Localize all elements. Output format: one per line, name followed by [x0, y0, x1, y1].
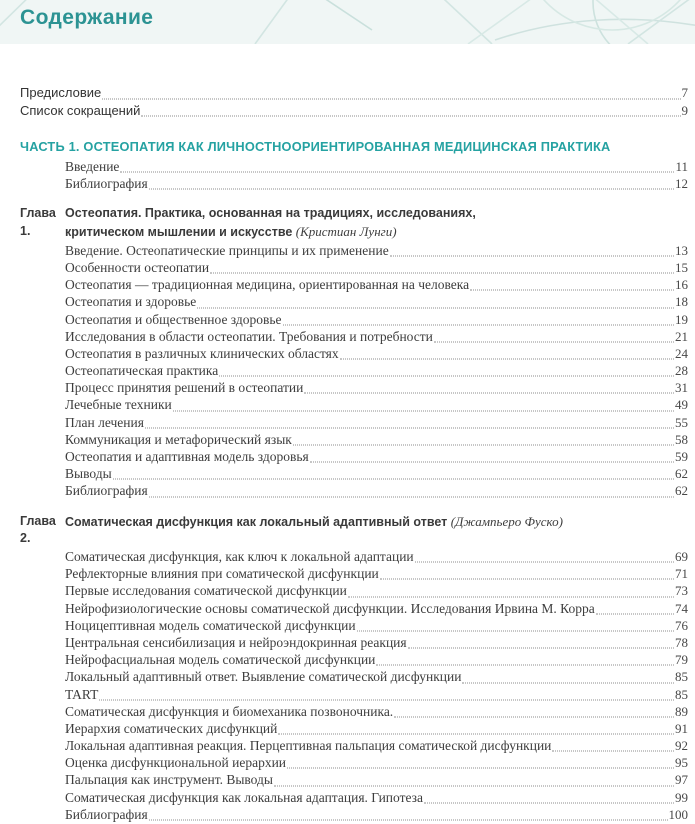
toc-entry-label: Библиография — [65, 176, 148, 192]
dot-leader — [145, 427, 674, 428]
toc-entry-label: Остеопатия и адаптивная модель здоровья — [65, 449, 309, 465]
toc-entry-page: 92 — [675, 738, 688, 754]
toc-entry-label: Библиография — [65, 806, 148, 822]
toc-entry[interactable] — [65, 432, 688, 449]
dot-leader — [113, 479, 674, 480]
dot-leader — [219, 376, 674, 377]
toc-entry[interactable] — [65, 380, 688, 397]
dot-leader — [149, 496, 674, 497]
toc-entry-label: Нейрофасциальная модель соматической дисфункции — [65, 652, 376, 668]
toc-entry-page: 58 — [675, 431, 688, 447]
toc-entry[interactable] — [65, 176, 688, 193]
toc-entry[interactable] — [65, 721, 688, 738]
header-band — [0, 0, 695, 44]
toc-entry-label: Соматическая дисфункция, как ключ к локальной адаптации — [65, 549, 414, 564]
toc-entry-label: Коммуникация и метафорический язык — [65, 431, 292, 447]
toc-entry[interactable] — [65, 652, 688, 669]
toc-entry-page: 99 — [675, 789, 688, 805]
toc-entry-label: Лечебные техники — [65, 397, 172, 413]
dot-leader — [149, 189, 674, 190]
chapter-1-number: Глава 1. — [20, 206, 56, 238]
dot-leader — [380, 579, 674, 580]
toc-entry[interactable] — [65, 669, 688, 686]
toc-entry[interactable] — [65, 294, 688, 311]
toc-entry[interactable] — [65, 483, 688, 500]
toc-entry[interactable] — [65, 329, 688, 346]
chapter-1-title-line2: критическом мышлении и искусстве (Кристиан Лунги) — [65, 223, 397, 239]
toc-entry-label: Соматическая дисфункция и биомеханика позвоночника. — [65, 703, 394, 719]
toc-entry-page: 73 — [675, 583, 688, 599]
toc-entry-page: 78 — [675, 634, 688, 650]
part-1-entry-list — [65, 159, 688, 193]
toc-entry[interactable] — [65, 704, 688, 721]
chapter-1-title-line1: Остеопатия. Практика, основанная на традициях, исследованиях, — [65, 206, 476, 221]
dot-leader — [102, 98, 680, 99]
toc-entry-page: 28 — [675, 363, 688, 379]
page-title: Содержание — [20, 6, 154, 29]
toc-entry[interactable] — [65, 549, 688, 566]
toc-entry-page: 15 — [675, 259, 688, 275]
chapter-2-title: Соматическая дисфункция как локальный адаптивный ответ (Джампьеро Фуско) — [65, 513, 563, 529]
toc-entry-page: 31 — [675, 380, 688, 396]
dot-leader — [287, 768, 674, 769]
toc-entry-page: 49 — [675, 397, 688, 413]
chapter-2-entry-list — [65, 549, 688, 824]
toc-entry-label: План лечения — [65, 414, 144, 430]
toc-entry[interactable] — [65, 312, 688, 329]
toc-entry-label: Локальная адаптивная реакция. Перцептивная пальпация соматической дисфункции — [65, 738, 552, 754]
dot-leader — [99, 699, 674, 700]
dot-leader — [149, 820, 668, 821]
dot-leader — [278, 734, 674, 735]
chapter-1-title — [65, 205, 476, 240]
chapter-1-entry-list — [65, 243, 688, 501]
dot-leader — [462, 682, 674, 683]
toc-entry[interactable] — [65, 243, 688, 260]
toc-entry-label: Соматическая дисфункция как локальная адаптация. Гипотеза — [65, 789, 423, 805]
toc-entry[interactable] — [65, 790, 688, 807]
toc-content — [0, 85, 695, 824]
toc-entry[interactable] — [65, 566, 688, 583]
dot-leader — [470, 290, 674, 291]
toc-entry-label: Предисловие — [20, 85, 102, 100]
toc-entry[interactable] — [65, 807, 688, 824]
toc-entry[interactable] — [65, 755, 688, 772]
dot-leader — [348, 596, 674, 597]
toc-entry-page: 9 — [681, 102, 688, 118]
toc-entry-page: 79 — [675, 652, 688, 668]
toc-entry-label: Остеопатия — традиционная медицина, ориентированная на человека — [65, 277, 470, 293]
toc-entry-page: 7 — [681, 85, 688, 100]
dot-leader — [283, 324, 674, 325]
toc-entry-label: Рефлекторные влияния при соматической дисфункции — [65, 566, 379, 582]
dot-leader — [408, 648, 674, 649]
toc-entry-page: 95 — [675, 755, 688, 771]
toc-entry-page: 13 — [675, 242, 688, 258]
toc-entry-page: 69 — [675, 549, 688, 564]
dot-leader — [434, 341, 674, 342]
toc-entry[interactable] — [65, 583, 688, 600]
dot-leader — [274, 785, 674, 786]
toc-entry-label: Нейрофизиологические основы соматической дисфункции. Исследования Ирвина М. Корра — [65, 600, 595, 616]
toc-entry-page: 62 — [675, 483, 688, 499]
toc-entry-page: 91 — [675, 720, 688, 736]
dot-leader — [424, 802, 674, 803]
toc-entry-page: 12 — [675, 176, 688, 192]
toc-entry-label: Введение. Остеопатические принципы и их применение — [65, 242, 389, 258]
toc-entry[interactable] — [65, 415, 688, 432]
toc-entry-page: 89 — [675, 703, 688, 719]
toc-entry[interactable] — [65, 346, 688, 363]
toc-entry-page: 85 — [675, 669, 688, 685]
chapter-2-number: Глава 2. — [20, 513, 56, 545]
toc-entry-label: Первые исследования соматической дисфункции — [65, 583, 347, 599]
toc-entry-page: 97 — [675, 772, 688, 788]
toc-entry-label: Остеопатия и общественное здоровье — [65, 311, 282, 327]
dot-leader — [357, 630, 674, 631]
toc-entry[interactable] — [65, 738, 688, 755]
toc-entry-label: Исследования в области остеопатии. Требования и потребности — [65, 328, 433, 344]
toc-entry-label: Библиография — [65, 483, 148, 499]
toc-entry-page: 76 — [675, 617, 688, 633]
toc-entry-label: Процесс принятия решений в остеопатии — [65, 380, 304, 396]
toc-entry-page: 71 — [675, 566, 688, 582]
toc-entry-page: 59 — [675, 449, 688, 465]
toc-entry-page: 62 — [675, 466, 688, 482]
toc-entry-label: Особенности остеопатии — [65, 259, 210, 275]
toc-entry[interactable] — [65, 159, 688, 176]
toc-entry[interactable] — [65, 363, 688, 380]
toc-entry-page: 18 — [675, 294, 688, 310]
toc-entry-page: 21 — [675, 328, 688, 344]
toc-entry-label: Пальпация как инструмент. Выводы — [65, 772, 273, 788]
chapter-2-heading — [20, 513, 688, 547]
toc-entry-label: Ноцицептивная модель соматической дисфункции — [65, 617, 356, 633]
toc-entry-label: Остеопатия в различных клинических областях — [65, 345, 339, 361]
toc-entry-label: Локальный адаптивный ответ. Выявление соматической дисфункции — [65, 669, 462, 685]
toc-entry[interactable] — [20, 85, 688, 103]
toc-entry[interactable] — [65, 687, 688, 704]
chapter-1-heading — [20, 205, 688, 240]
dot-leader — [340, 359, 674, 360]
toc-entry-label: Список сокращений — [20, 102, 141, 118]
toc-entry-page: 11 — [675, 159, 688, 174]
toc-entry[interactable] — [65, 618, 688, 635]
toc-entry[interactable] — [65, 466, 688, 483]
dot-leader — [596, 613, 674, 614]
toc-front-matter-list — [20, 85, 688, 120]
dot-leader — [310, 462, 674, 463]
dot-leader — [210, 273, 674, 274]
part-1-heading: ЧАСТЬ 1. ОСТЕОПАТИЯ КАК ЛИЧНОСТНООРИЕНТИРОВАННАЯ МЕДИЦИНСКАЯ ПРАКТИКА — [20, 139, 611, 154]
dot-leader — [376, 665, 674, 666]
dot-leader — [293, 445, 674, 446]
toc-entry-label: Введение — [65, 159, 120, 174]
toc-entry-page: 100 — [668, 806, 688, 822]
toc-entry-page: 55 — [675, 414, 688, 430]
toc-entry[interactable] — [65, 397, 688, 414]
toc-entry-page: 74 — [675, 600, 688, 616]
toc-entry-label: Центральная сенсибилизация и нейроэндокринная реакция — [65, 634, 407, 650]
dot-leader — [141, 116, 680, 117]
toc-entry[interactable] — [65, 772, 688, 789]
toc-entry[interactable] — [65, 635, 688, 652]
toc-entry-label: Остеопатия и здоровье — [65, 294, 197, 310]
toc-entry-label: Иерархия соматических дисфункций — [65, 720, 278, 736]
dot-leader — [173, 410, 674, 411]
toc-entry-label: Остеопатическая практика — [65, 363, 219, 379]
chapter-1-author: (Кристиан Лунги) — [295, 223, 397, 239]
dot-leader — [197, 307, 674, 308]
dot-leader — [390, 255, 674, 256]
toc-entry-label: Оценка дисфункциональной иерархии — [65, 755, 287, 771]
chapter-2-author: (Джампьеро Фуско) — [450, 513, 563, 529]
toc-entry-page: 24 — [675, 345, 688, 361]
dot-leader — [394, 716, 674, 717]
toc-entry-page: 85 — [675, 686, 688, 702]
dot-leader — [120, 172, 674, 173]
dot-leader — [304, 393, 674, 394]
toc-entry[interactable] — [65, 277, 688, 294]
toc-entry[interactable] — [65, 601, 688, 618]
toc-entry-label: Выводы — [65, 466, 112, 482]
toc-entry[interactable] — [65, 260, 688, 277]
toc-entry-label: TART — [65, 686, 99, 702]
dot-leader — [415, 562, 674, 563]
dot-leader — [552, 751, 674, 752]
toc-entry[interactable] — [65, 449, 688, 466]
toc-entry[interactable] — [20, 103, 688, 121]
toc-entry-page: 19 — [675, 311, 688, 327]
toc-entry-page: 16 — [675, 277, 688, 293]
